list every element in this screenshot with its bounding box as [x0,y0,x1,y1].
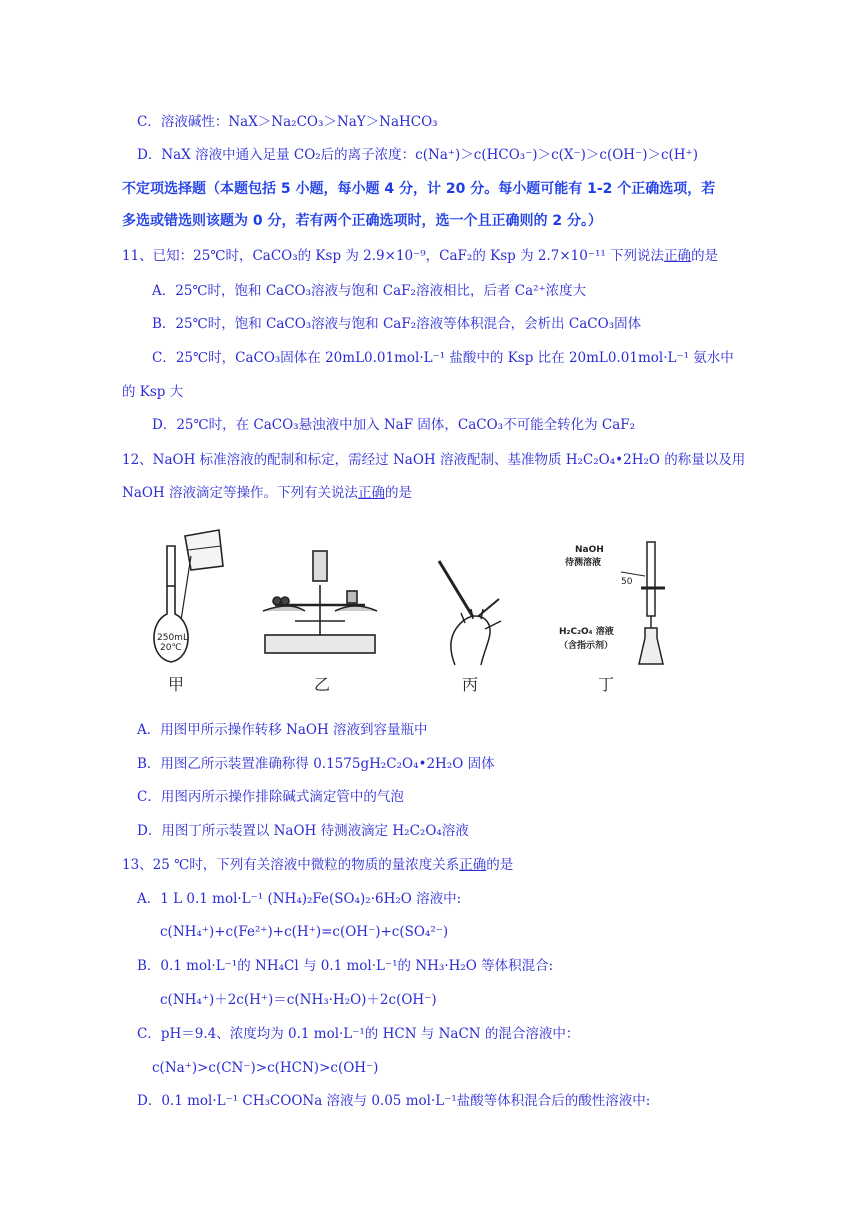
q12-option-c: C．用图丙所示操作排除碱式滴定管中的气泡 [137,789,404,805]
q12-option-a: A．用图甲所示操作转移 NaOH 溶液到容量瓶中 [137,722,428,738]
q12-stem-text: NaOH 溶液滴定等操作。下列有关说法 [122,485,358,501]
burette-mark: 50 [621,577,633,587]
q11-option-d: D．25℃时，在 CaCO₃悬浊液中加入 NaF 固体，CaCO₃不可能全转化为 CaF₂ [152,417,636,433]
caption-jia: 甲 [168,675,185,694]
burette-label-naoh: NaOH [575,545,604,555]
figure-ding-titration [555,538,695,668]
q13-option-b-line1: B．0.1 mol·L⁻¹的 NH₄Cl 与 0.1 mol·L⁻¹的 NH₃·H₂O 等体积混合: [137,958,554,974]
q12-option-b: B．用图乙所示装置准确称得 0.1575gH₂C₂O₄•2H₂O 固体 [137,756,495,772]
q11-stem-emphasis: 正确 [664,248,692,264]
q12-stem-line1: 12、NaOH 标准溶液的配制和标定，需经过 NaOH 溶液配制、基准物质 H₂C₂O₄•2H₂O 的称量以及用 [122,452,746,468]
q11-option-c-line2: 的 Ksp 大 [122,384,184,400]
q12-stem-line2 [122,483,412,503]
burette-label-solution: 待测溶液 [565,558,602,568]
caption-yi: 乙 [314,675,331,694]
q11-option-c-line1: C．25℃时，CaCO₃固体在 20mL0.01mol·L⁻¹ 盐酸中的 Ksp 比在 20mL0.01mol·L⁻¹ 氨水中 [152,350,734,366]
q11-stem-text: 11、已知：25℃时，CaCO₃的 Ksp 为 2.9×10⁻⁹，CaF₂的 Ksp 为 2.7×10⁻¹¹ 下列说法 [122,248,665,264]
q12-stem-emphasis: 正确 [358,485,385,501]
q10-option-c: C．溶液碱性：NaX＞Na₂CO₃＞NaY＞NaHCO₃ [137,114,438,130]
q12-stem-end: 的是 [385,485,412,501]
q13-option-a-line1: A．1 L 0.1 mol·L⁻¹ (NH₄)₂Fe(SO₄)₂·6H₂O 溶液中: [137,891,462,907]
section-instruction-line1: 不定项选择题（本题包括 5 小题，每小题 4 分，计 20 分。每小题可能有 1-2 个正确选项，若 [122,181,716,197]
q11-stem-end: 的是 [691,248,719,264]
q11-stem [122,246,718,266]
flask-label-oxalic: H₂C₂O₄ 溶液 [559,627,614,637]
q11-option-a: A．25℃时，饱和 CaCO₃溶液与饱和 CaF₂溶液相比，后者 Ca²⁺浓度大 [152,283,587,299]
flask-label-volume: 250mL [157,633,188,643]
q13-option-d-line1: D．0.1 mol·L⁻¹ CH₃COONa 溶液与 0.05 mol·L⁻¹盐酸等体积混合后的酸性溶液中: [137,1093,651,1109]
figure-bing-burette-bubble [425,555,515,667]
q13-option-c-line1: C．pH＝9.4、浓度均为 0.1 mol·L⁻¹的 HCN 与 NaCN 的混合溶液中： [137,1026,580,1042]
q13-option-a-line2: c(NH₄⁺)+c(Fe²⁺)+c(H⁺)=c(OH⁻)+c(SO₄²⁻) [160,924,449,940]
q13-stem [122,855,513,875]
q13-stem-text: 13、25 ℃时，下列有关溶液中微粒的物质的量浓度关系 [122,857,460,873]
q10-option-d: D．NaX 溶液中通入足量 CO₂后的离子浓度：c(Na⁺)＞c(HCO₃⁻)＞c(X⁻)＞c(OH⁻)＞c(H⁺) [137,147,698,163]
q13-option-c-line2: c(Na⁺)>c(CN⁻)>c(HCN)>c(OH⁻) [152,1060,379,1076]
q13-stem-emphasis: 正确 [459,857,487,873]
q13-stem-end: 的是 [486,857,514,873]
q11-option-b: B．25℃时，饱和 CaCO₃溶液与饱和 CaF₂溶液等体积混合，会析出 CaCO₃固体 [152,316,642,332]
caption-bing: 丙 [462,675,479,694]
q12-option-d: D．用图丁所示装置以 NaOH 待测液滴定 H₂C₂O₄溶液 [137,823,469,839]
figure-jia-volumetric-flask [145,526,235,666]
flask-label-indicator: （含指示剂） [559,641,614,651]
q13-option-b-line2: c(NH₄⁺)＋2c(H⁺)＝c(NH₃·H₂O)＋2c(OH⁻) [160,992,437,1008]
figure-yi-balance [255,545,385,660]
flask-label-temp: 20℃ [160,643,182,653]
caption-ding: 丁 [598,675,615,694]
section-instruction-line2: 多选或错选则该题为 0 分，若有两个正确选项时，选一个且正确则的 2 分。） [122,213,602,229]
